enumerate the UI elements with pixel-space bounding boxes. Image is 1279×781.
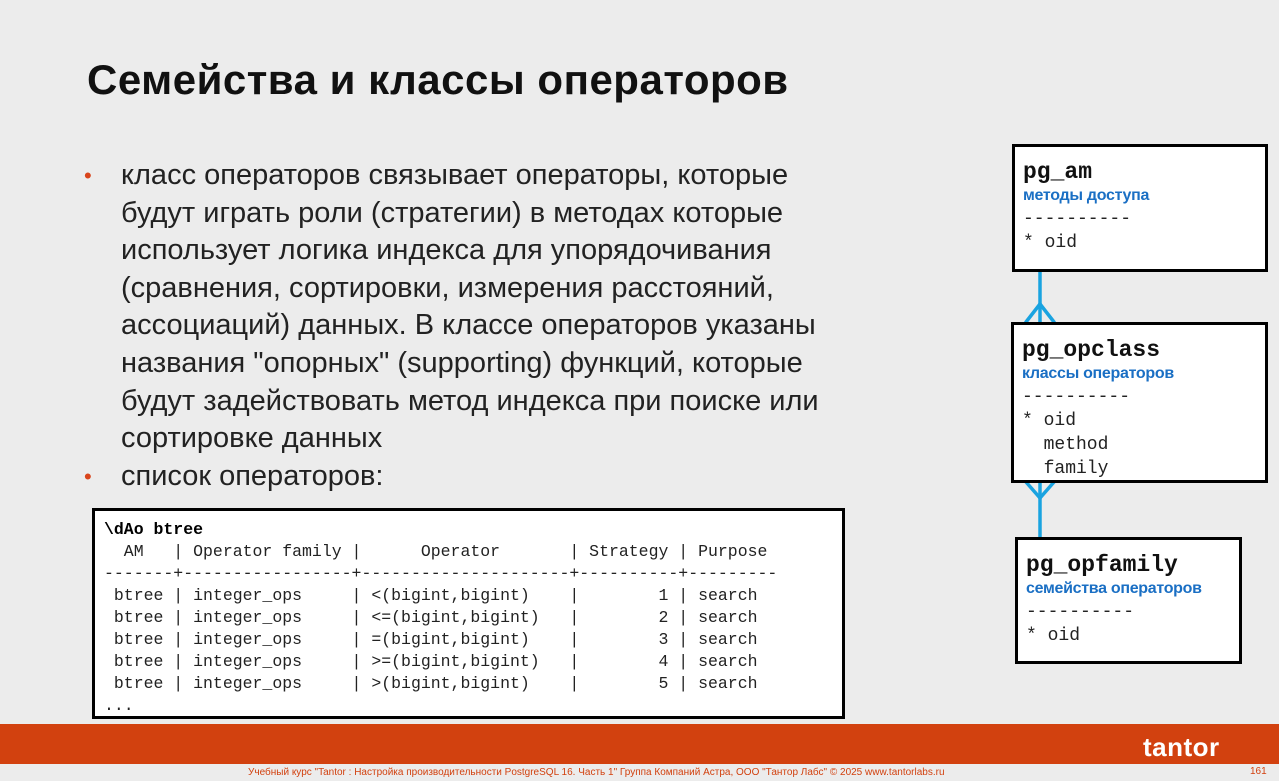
crowfoot-left (1026, 482, 1040, 498)
crowfoot-right (1040, 482, 1054, 498)
bullet-line: сортировке данных (121, 422, 383, 455)
table-row: btree | integer_ops | <=(bigint,bigint) | 2 | search (104, 608, 758, 627)
footer-bar (0, 724, 1279, 764)
entity-field: method (1022, 435, 1109, 455)
bullet-line: будут задействовать метод индекса при поиске или (121, 384, 819, 417)
entity-description: семейства операторов (1026, 580, 1202, 597)
entity-description: классы операторов (1022, 365, 1174, 382)
entity-name: pg_am (1023, 159, 1093, 185)
bullet-line: класс операторов связывает операторы, которые (121, 159, 789, 191)
entity-name: pg_opclass (1022, 337, 1161, 363)
footer-copyright: Учебный курс "Tantor : Настройка производительности PostgreSQL 16. Часть 1" Группа Компаний Астра, ООО "Тантор Лабс" © 2025 www.tantorlabs.ru (248, 767, 945, 778)
table-row: btree | integer_ops | >(bigint,bigint) | 5 | search (104, 674, 758, 693)
bullet-dot-icon: • (84, 163, 92, 188)
table-row: btree | integer_ops | >=(bigint,bigint) | 4 | search (104, 652, 758, 671)
table-ellipsis: ... (104, 696, 134, 715)
entity-field: family (1022, 459, 1109, 479)
psql-command: \dAo btree (104, 520, 204, 539)
bullet-line: названия "опорных" (supporting) функций, которые (121, 346, 803, 379)
bullet-dot-icon: • (84, 463, 92, 489)
bullet-line: (сравнения, сортировки, измерения расстояний, (121, 271, 774, 304)
entity-name: pg_opfamily (1026, 552, 1178, 578)
entity-field: * oid (1023, 233, 1078, 253)
slide-title: Семейства и классы операторов (87, 56, 789, 103)
page-number: 161 (1250, 766, 1267, 777)
entity-description: методы доступа (1023, 187, 1150, 204)
bullet-line: использует логика индекса для упорядочивания (121, 234, 772, 267)
table-header: AM | Operator family | Operator | Strategy | Purpose (104, 542, 768, 561)
bullet-line: будут играть роли (стратегии) в методах которые (121, 196, 784, 229)
crowfoot-left (1026, 304, 1040, 322)
table-row: btree | integer_ops | =(bigint,bigint) | 3 | search (104, 630, 758, 649)
tantor-logo: tantor (1143, 732, 1220, 762)
entity-field: * oid (1022, 411, 1077, 431)
entity-separator: ---------- (1026, 602, 1135, 622)
entity-pg-opfamily (1015, 537, 1242, 664)
entity-field: * oid (1026, 626, 1081, 646)
table-row: btree | integer_ops | <(bigint,bigint) | 1 | search (104, 586, 758, 605)
entity-pg-am (1012, 144, 1268, 272)
bullet-line: список операторов: (121, 459, 384, 492)
bullet-line: ассоциаций) данных. В классе операторов указаны (121, 309, 816, 342)
entity-separator: ---------- (1022, 387, 1131, 407)
entity-separator: ---------- (1023, 209, 1132, 229)
table-separator: -------+-----------------+---------------------+----------+--------- (104, 564, 778, 583)
entity-pg-opclass (1011, 322, 1268, 483)
crowfoot-right (1040, 304, 1054, 322)
